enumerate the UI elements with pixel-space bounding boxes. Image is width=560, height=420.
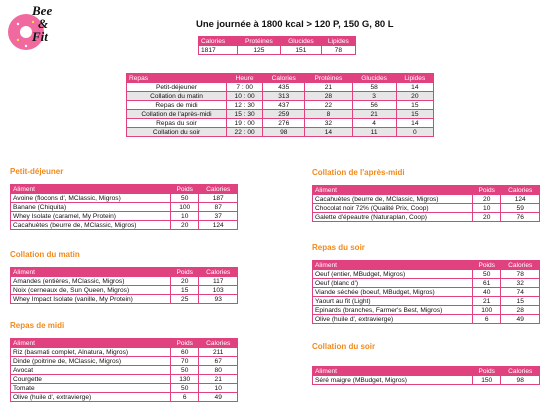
meal-fats: 0 xyxy=(396,128,433,137)
food-weight: 40 xyxy=(473,288,501,297)
meal-name: Petit-déjeuner xyxy=(127,83,227,92)
food-name: Olive (huile d', extravierge) xyxy=(313,315,473,324)
meal-calories: 98 xyxy=(263,128,305,137)
food-table-collation-matin xyxy=(10,267,238,304)
food-calories: 37 xyxy=(199,212,238,221)
col-header-weight: Poids xyxy=(473,367,501,376)
food-calories: 78 xyxy=(501,270,540,279)
meal-calories: 435 xyxy=(263,83,305,92)
table-row xyxy=(313,376,540,385)
table-row xyxy=(11,366,238,375)
food-weight: 50 xyxy=(171,366,199,375)
section-title-collation-soir: Collation du soir xyxy=(312,342,376,351)
food-weight: 6 xyxy=(171,393,199,402)
food-table-petit-dejeuner xyxy=(10,184,238,230)
food-weight: 100 xyxy=(171,203,199,212)
table-row xyxy=(313,288,540,297)
table-row xyxy=(313,213,540,222)
table-row xyxy=(11,357,238,366)
meal-carbs: 58 xyxy=(352,83,396,92)
food-calories: 49 xyxy=(199,393,238,402)
food-weight: 21 xyxy=(473,297,501,306)
col-header-food: Aliment xyxy=(11,339,171,348)
daily-summary-table xyxy=(198,36,356,55)
summary-value-carbs: 151 xyxy=(281,46,322,55)
logo-line-2: & xyxy=(38,16,49,31)
food-weight: 10 xyxy=(171,212,199,221)
meal-carbs: 3 xyxy=(352,92,396,101)
table-row xyxy=(11,221,238,230)
summary-header-fats: Lipides xyxy=(321,37,355,46)
meal-calories: 437 xyxy=(263,101,305,110)
section-title-repas-soir: Repas du soir xyxy=(312,243,365,252)
table-row xyxy=(313,195,540,204)
food-name: Riz (basmati complet, Alnatura, Migros) xyxy=(11,348,171,357)
meals-schedule-table xyxy=(126,73,434,137)
food-table-collation-apres-midi xyxy=(312,185,540,222)
col-header-weight: Poids xyxy=(171,268,199,277)
food-name: Whey Impact Isolate (vanille, My Protein) xyxy=(11,295,171,304)
food-calories: 187 xyxy=(199,194,238,203)
food-name: Cacahuètes (beurre de, MClassic, Migros) xyxy=(11,221,171,230)
meal-name: Collation de l'après-midi xyxy=(127,110,227,119)
col-header-calories: Calories xyxy=(501,367,540,376)
meal-proteins: 32 xyxy=(305,119,352,128)
col-header-calories: Calories xyxy=(199,185,238,194)
table-row xyxy=(127,83,434,92)
section-title-repas-midi: Repas de midi xyxy=(10,321,65,330)
meal-calories: 313 xyxy=(263,92,305,101)
food-weight: 70 xyxy=(171,357,199,366)
food-calories: 117 xyxy=(199,277,238,286)
food-calories: 74 xyxy=(501,288,540,297)
food-calories: 15 xyxy=(501,297,540,306)
meal-carbs: 56 xyxy=(352,101,396,110)
food-weight: 150 xyxy=(473,376,501,385)
table-row xyxy=(11,277,238,286)
food-weight: 130 xyxy=(171,375,199,384)
summary-header-carbs: Glucides xyxy=(281,37,322,46)
section-title-petit-dejeuner: Petit-déjeuner xyxy=(10,167,64,176)
meals-header-time: Heure xyxy=(227,74,263,83)
meal-name: Repas du soir xyxy=(127,119,227,128)
food-name: Avocat xyxy=(11,366,171,375)
meal-carbs: 21 xyxy=(352,110,396,119)
meal-carbs: 4 xyxy=(352,119,396,128)
table-row xyxy=(127,92,434,101)
meal-proteins: 14 xyxy=(305,128,352,137)
meal-time: 12 : 30 xyxy=(227,101,263,110)
table-row xyxy=(11,212,238,221)
meal-name: Collation du soir xyxy=(127,128,227,137)
food-weight: 6 xyxy=(473,315,501,324)
summary-header-proteins: Protéines xyxy=(237,37,280,46)
table-row xyxy=(11,194,238,203)
food-name: Avoine (flocons d', MClassic, Migros) xyxy=(11,194,171,203)
food-weight: 20 xyxy=(171,221,199,230)
food-calories: 32 xyxy=(501,279,540,288)
meal-fats: 14 xyxy=(396,83,433,92)
food-calories: 93 xyxy=(199,295,238,304)
table-row xyxy=(11,348,238,357)
table-row xyxy=(313,204,540,213)
meal-fats: 15 xyxy=(396,110,433,119)
logo-line-1: Bee xyxy=(32,3,53,18)
col-header-weight: Poids xyxy=(473,261,501,270)
food-name: Epinards (branches, Farmer's Best, Migros) xyxy=(313,306,473,315)
food-name: Chocolat noir 72% (Qualité Prix, Coop) xyxy=(313,204,473,213)
summary-header-calories: Calories xyxy=(199,37,238,46)
col-header-food: Aliment xyxy=(11,185,171,194)
food-calories: 80 xyxy=(199,366,238,375)
table-row xyxy=(127,101,434,110)
food-calories: 10 xyxy=(199,384,238,393)
food-name: Séré maigre (MBudget, Migros) xyxy=(313,376,473,385)
table-row xyxy=(127,128,434,137)
food-calories: 76 xyxy=(501,213,540,222)
food-calories: 21 xyxy=(199,375,238,384)
meal-proteins: 21 xyxy=(305,83,352,92)
col-header-weight: Poids xyxy=(473,186,501,195)
col-header-food: Aliment xyxy=(313,367,473,376)
food-weight: 15 xyxy=(171,286,199,295)
food-weight: 100 xyxy=(473,306,501,315)
food-name: Tomate xyxy=(11,384,171,393)
col-header-calories: Calories xyxy=(501,186,540,195)
table-row xyxy=(11,384,238,393)
food-name: Olive (huile d', extravierge) xyxy=(11,393,171,402)
summary-value-proteins: 125 xyxy=(237,46,280,55)
meal-calories: 259 xyxy=(263,110,305,119)
table-row xyxy=(313,315,540,324)
food-name: Noix (cerneaux de, Sun Queen, Migros) xyxy=(11,286,171,295)
table-row xyxy=(11,375,238,384)
meal-carbs: 11 xyxy=(352,128,396,137)
col-header-food: Aliment xyxy=(313,186,473,195)
table-row xyxy=(127,119,434,128)
meals-header-fats: Lipides xyxy=(396,74,433,83)
summary-value-fats: 78 xyxy=(321,46,355,55)
food-name: Viande séchée (boeuf, MBudget, Migros) xyxy=(313,288,473,297)
col-header-food: Aliment xyxy=(11,268,171,277)
food-name: Oeuf (blanc d') xyxy=(313,279,473,288)
table-row xyxy=(11,203,238,212)
food-calories: 49 xyxy=(501,315,540,324)
food-calories: 211 xyxy=(199,348,238,357)
page-title: Une journée à 1800 kcal > 120 P, 150 G, 80 L xyxy=(196,19,394,30)
meal-fats: 14 xyxy=(396,119,433,128)
table-row xyxy=(313,279,540,288)
food-calories: 124 xyxy=(199,221,238,230)
meals-header-proteins: Protéines xyxy=(305,74,352,83)
food-name: Yaourt au fit (Light) xyxy=(313,297,473,306)
col-header-calories: Calories xyxy=(501,261,540,270)
food-name: Courgette xyxy=(11,375,171,384)
food-calories: 124 xyxy=(501,195,540,204)
col-header-weight: Poids xyxy=(171,339,199,348)
food-name: Galette d'épeautre (Naturaplan, Coop) xyxy=(313,213,473,222)
meal-time: 19 : 00 xyxy=(227,119,263,128)
section-title-collation-apres-midi: Collation de l'après-midi xyxy=(312,168,405,177)
food-name: Whey Isolate (caramel, My Protein) xyxy=(11,212,171,221)
food-weight: 50 xyxy=(171,194,199,203)
food-weight: 25 xyxy=(171,295,199,304)
food-name: Cacahuètes (beurre de, MClassic, Migros) xyxy=(313,195,473,204)
meal-time: 15 : 30 xyxy=(227,110,263,119)
meal-time: 7 : 00 xyxy=(227,83,263,92)
food-name: Banane (Chiquita) xyxy=(11,203,171,212)
food-weight: 10 xyxy=(473,204,501,213)
food-name: Amandes (entières, MClassic, Migros) xyxy=(11,277,171,286)
meals-header-calories: Calories xyxy=(263,74,305,83)
food-weight: 50 xyxy=(171,384,199,393)
table-row xyxy=(11,393,238,402)
meal-name: Repas de midi xyxy=(127,101,227,110)
meal-proteins: 22 xyxy=(305,101,352,110)
section-title-collation-matin: Collation du matin xyxy=(10,250,80,259)
food-calories: 87 xyxy=(199,203,238,212)
food-table-repas-soir xyxy=(312,260,540,324)
meal-fats: 20 xyxy=(396,92,433,101)
food-weight: 61 xyxy=(473,279,501,288)
summary-value-calories: 1817 xyxy=(199,46,238,55)
food-table-collation-soir xyxy=(312,366,540,385)
col-header-calories: Calories xyxy=(199,268,238,277)
food-weight: 20 xyxy=(473,195,501,204)
table-row xyxy=(11,295,238,304)
table-row xyxy=(11,286,238,295)
col-header-food: Aliment xyxy=(313,261,473,270)
table-row xyxy=(313,297,540,306)
meals-header-carbs: Glucides xyxy=(352,74,396,83)
meal-proteins: 8 xyxy=(305,110,352,119)
food-name: Oeuf (entier, MBudget, Migros) xyxy=(313,270,473,279)
table-row xyxy=(313,270,540,279)
food-calories: 59 xyxy=(501,204,540,213)
food-calories: 67 xyxy=(199,357,238,366)
meal-calories: 276 xyxy=(263,119,305,128)
col-header-calories: Calories xyxy=(199,339,238,348)
food-name: Dinde (poitrine de, MClassic, Migros) xyxy=(11,357,171,366)
food-weight: 20 xyxy=(171,277,199,286)
food-weight: 20 xyxy=(473,213,501,222)
food-weight: 50 xyxy=(473,270,501,279)
col-header-weight: Poids xyxy=(171,185,199,194)
food-weight: 60 xyxy=(171,348,199,357)
food-calories: 98 xyxy=(501,376,540,385)
table-row xyxy=(127,110,434,119)
logo-wordmark xyxy=(32,4,52,43)
food-calories: 103 xyxy=(199,286,238,295)
logo-line-3: Fit xyxy=(32,29,48,44)
meals-header-meal: Repas xyxy=(127,74,227,83)
meal-fats: 15 xyxy=(396,101,433,110)
meal-name: Collation du matin xyxy=(127,92,227,101)
food-calories: 28 xyxy=(501,306,540,315)
food-table-repas-midi xyxy=(10,338,238,402)
meal-time: 22 : 00 xyxy=(227,128,263,137)
table-row xyxy=(313,306,540,315)
meal-proteins: 28 xyxy=(305,92,352,101)
meal-time: 10 : 00 xyxy=(227,92,263,101)
